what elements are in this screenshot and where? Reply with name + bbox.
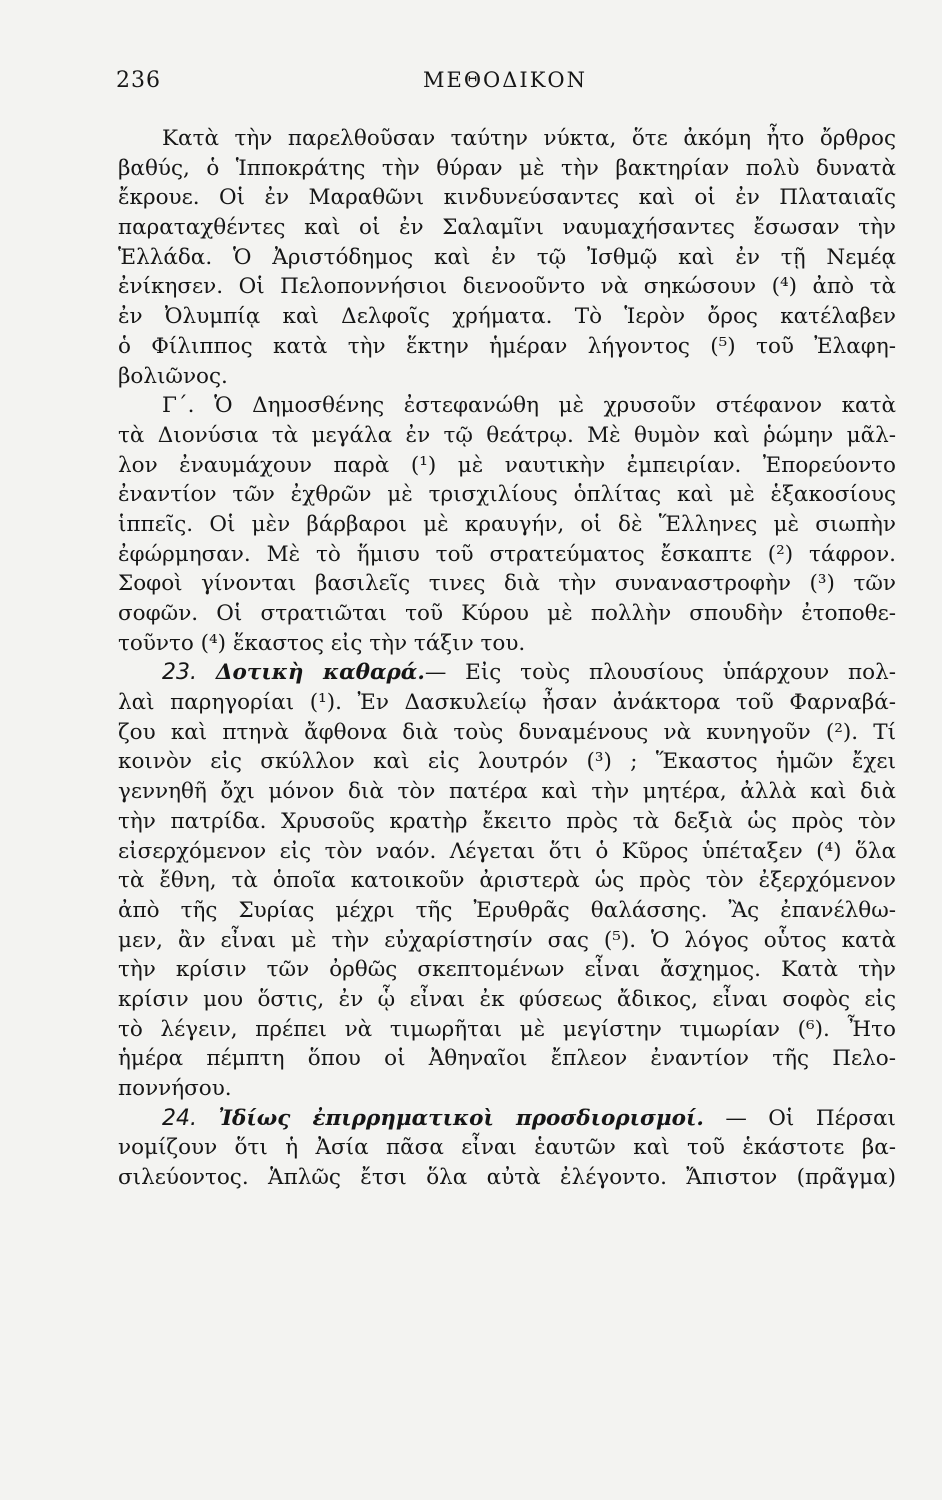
text-line: λον ἐναυμάχουν παρὰ (¹) μὲ ναυτικὴν ἐμπειρίαν. Ἐπορεύοντο: [118, 452, 896, 478]
section-heading-line: [118, 658, 896, 688]
page-header: [116, 68, 894, 98]
text-line: κρίσιν μου ὅστις, ἐν ᾧ εἶναι ἐκ φύσεως ἄδικος, εἶναι σοφὸς εἰς: [118, 986, 896, 1012]
text-line: τὴν πατρίδα. Χρυσοῦς κρατὴρ ἔκειτο πρὸς τὰ δεξιὰ ὡς πρὸς τὸν: [118, 808, 896, 834]
text-line: τὸ λέγειν, πρέπει νὰ τιμωρῆται μὲ μεγίστην τιμωρίαν (⁶). Ἦτο: [118, 1016, 896, 1042]
text-line: Ἑλλάδα. Ὁ Ἀριστόδημος καὶ ἐν τῷ Ἰσθμῷ καὶ ἐν τῇ Νεμέᾳ: [118, 244, 896, 270]
text-line: ἐφώρμησαν. Μὲ τὸ ἥμισυ τοῦ στρατεύματος ἔσκαπτε (²) τάφρον.: [118, 541, 896, 567]
text-line: ἐν Ὀλυμπίᾳ καὶ Δελφοῖς χρήματα. Τὸ Ἱερὸν ὄρος κατέλαβεν: [118, 304, 896, 330]
text-line: ὁ Φίλιππος κατὰ τὴν ἕκτην ἡμέραν λήγοντος (⁵) τοῦ Ἐλαφη-: [118, 333, 896, 359]
section-number: 23.: [162, 660, 197, 686]
page-number: 236: [116, 68, 161, 93]
section-number: 24.: [162, 1105, 197, 1131]
text-line: τὴν κρίσιν τῶν ὀρθῶς σκεπτομένων εἶναι ἄσχημος. Κατὰ τὴν: [118, 957, 896, 983]
text-line: ποννήσου.: [118, 1076, 232, 1101]
text-line: νομίζουν ὅτι ἡ Ἀσία πᾶσα εἶναι ἑαυτῶν καὶ τοῦ ἑκάστοτε βα-: [118, 1135, 896, 1161]
text-line: μεν, ἂν εἶναι μὲ τὴν εὐχαρίστησίν σας (⁵). Ὁ λόγος οὗτος κατὰ: [118, 927, 896, 953]
text-line: τὰ ἔθνη, τὰ ὁποῖα κατοικοῦν ἀριστερὰ ὡς πρὸς τὸν ἐξερχόμενον: [118, 868, 896, 894]
text-line: γεννηθῆ ὄχι μόνον διὰ τὸν πατέρα καὶ τὴν μητέρα, ἀλλὰ καὶ διὰ: [118, 779, 896, 805]
text-line: ἀπὸ τῆς Συρίας μέχρι τῆς Ἐρυθρᾶς θαλάσσης. Ἂς ἐπανέλθω-: [118, 897, 896, 923]
text-line: ἐνίκησεν. Οἱ Πελοποννήσιοι διενοοῦντο νὰ σηκώσουν (⁴) ἀπὸ τὰ: [118, 274, 896, 300]
text-line-rest: — Εἰς τοὺς πλουσίους ὑπάρχουν πολ-: [424, 660, 896, 686]
text-line: σοφῶν. Οἱ στρατιῶται τοῦ Κύρου μὲ πολλὴν σπουδὴν ἐτοποθε-: [118, 601, 896, 626]
text-line: Σοφοὶ γίνονται βασιλεῖς τινες διὰ τὴν συναναστροφὴν (³) τῶν: [118, 571, 896, 597]
text-line: ἡμέρα πέμπτη ὅπου οἱ Ἀθηναῖοι ἔπλεον ἐναντίον τῆς Πελο-: [118, 1046, 896, 1072]
text-line: εἰσερχόμενον εἰς τὸν ναόν. Λέγεται ὅτι ὁ Κῦρος ὑπέταξεν (⁴) ὅλα: [118, 838, 896, 864]
text-line-rest: — Οἱ Πέρσαι: [725, 1105, 896, 1131]
body-text: [118, 124, 896, 1404]
running-title: ΜΕΘΟΔΙΚΟΝ: [422, 68, 587, 92]
text-line: τὰ Διονύσια τὰ μεγάλα ἐν τῷ θεάτρῳ. Μὲ θυμὸν καὶ ῥώμην μᾶλ-: [118, 422, 896, 448]
text-line: ἱππεῖς. Οἱ μὲν βάρβαροι μὲ κραυγήν, οἱ δὲ Ἕλληνες μὲ σιωπὴν: [118, 511, 896, 537]
section-heading-line: [118, 1104, 896, 1134]
text-line: Γ΄. Ὁ Δημοσθένης ἐστεφανώθη μὲ χρυσοῦν στέφανον κατὰ: [162, 393, 896, 419]
text-line: Κατὰ τὴν παρελθοῦσαν ταύτην νύκτα, ὅτε ἀκόμη ἦτο ὄρθρος: [162, 126, 896, 151]
text-line: λαὶ παρηγορίαι (¹). Ἐν Δασκυλείῳ ἦσαν ἀνάκτορα τοῦ Φαρναβά-: [118, 690, 896, 716]
text-line: ἐναντίον τῶν ἐχθρῶν μὲ τρισχιλίους ὁπλίτας καὶ μὲ ἑξακοσίους: [118, 482, 896, 508]
text-line: ἔκρουε. Οἱ ἐν Μαραθῶνι κινδυνεύσαντες καὶ οἱ ἐν Πλαταιαῖς: [118, 185, 896, 211]
text-line: τοῦντο (⁴) ἕκαστος εἰς τὴν τάξιν του.: [118, 630, 526, 656]
section-title: Δοτικὴ καθαρά.: [215, 660, 425, 686]
text-line: ζου καὶ πτηνὰ ἄφθονα διὰ τοὺς δυναμένους νὰ κυνηγοῦν (²). Τί: [118, 719, 896, 745]
text-line: βολιῶνος.: [118, 363, 228, 389]
text-line: παραταχθέντες καὶ οἱ ἐν Σαλαμῖνι ναυμαχήσαντες ἔσωσαν τὴν: [118, 215, 896, 241]
text-line: βαθύς, ὁ Ἱπποκράτης τὴν θύραν μὲ τὴν βακτηρίαν πολὺ δυνατὰ: [118, 155, 896, 181]
section-title: Ἰδίως ἐπιρρηματικοὶ προσδιορισμοί.: [218, 1105, 704, 1131]
text-line: σιλεύοντος. Ἁπλῶς ἔτσι ὅλα αὐτὰ ἐλέγοντο. Ἄπιστον (πρᾶγμα): [118, 1165, 896, 1191]
text-line: κοινὸν εἰς σκύλλον καὶ εἰς λουτρόν (³) ; Ἕκαστος ἡμῶν ἔχει: [118, 749, 896, 775]
